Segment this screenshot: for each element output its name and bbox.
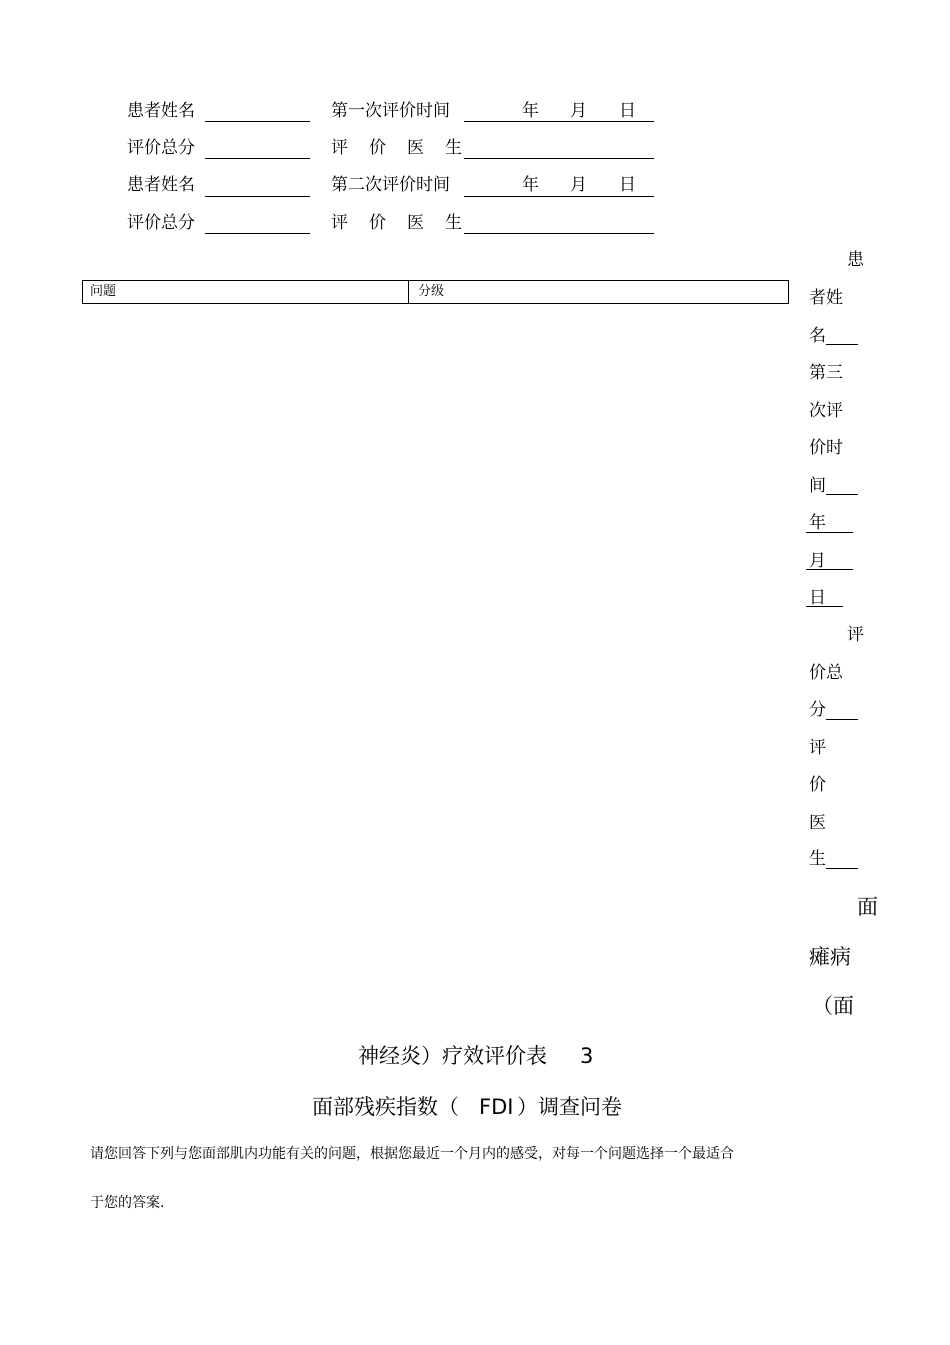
eval2-doctor-label-1: 评 — [331, 213, 348, 233]
question-table-header — [82, 280, 789, 304]
eval2-day: 日 — [619, 175, 636, 195]
eval3-side-15: 价 — [809, 775, 826, 795]
eval1-doctor-label-4: 生 — [445, 138, 462, 158]
eval3-side-12: 价总 — [809, 663, 843, 683]
instruction-line-1: 请您回答下列与您面部肌内功能有关的问题，根据您最近一个月内的感受，对每一个问题选择一个最适合 — [90, 1146, 734, 1162]
eval3-side-8: 年 — [809, 513, 826, 533]
eval3-side-17: 生 — [809, 849, 826, 869]
eval3-side-7: 间 — [809, 476, 826, 496]
eval3-side-13: 分 — [809, 700, 826, 720]
eval3-side-14: 评 — [809, 738, 826, 758]
eval1-doctor-label-3: 医 — [407, 138, 424, 158]
table-cell-question — [83, 281, 409, 303]
eval1-doctor-field[interactable] — [464, 158, 654, 159]
eval3-side-1: 患 — [847, 250, 864, 270]
eval1-day: 日 — [619, 101, 636, 121]
eval3-side-11: 评 — [847, 625, 864, 645]
eval3-year-field[interactable] — [806, 532, 853, 533]
eval1-year: 年 — [522, 101, 539, 121]
eval3-month-field[interactable] — [806, 569, 853, 570]
eval2-time-field[interactable] — [464, 196, 654, 197]
eval1-name-label: 患者姓名 — [127, 101, 195, 121]
eval3-name-field[interactable] — [826, 344, 858, 345]
eval3-side-10: 日 — [809, 588, 826, 608]
eval1-name-field[interactable] — [205, 121, 310, 122]
title-side-2: 瘫病 — [809, 945, 851, 969]
page-title-number: 3 — [580, 1044, 594, 1068]
eval2-doctor-label-4: 生 — [445, 213, 462, 233]
eval2-time-label: 第二次评价时间 — [331, 175, 450, 195]
eval3-side-9: 月 — [809, 551, 826, 571]
eval2-year: 年 — [522, 175, 539, 195]
subtitle-code: FDI — [479, 1095, 514, 1119]
eval2-name-label: 患者姓名 — [127, 175, 195, 195]
eval3-side-16: 医 — [809, 813, 826, 833]
table-header-grade: 分级 — [418, 284, 445, 299]
subtitle-suffix: ）调查问卷 — [517, 1095, 622, 1119]
eval2-score-label: 评价总分 — [127, 213, 195, 233]
eval3-day-field[interactable] — [806, 606, 843, 607]
title-side-3: （面 — [812, 994, 854, 1018]
eval2-month: 月 — [570, 175, 587, 195]
eval2-score-field[interactable] — [205, 233, 310, 234]
eval1-time-label: 第一次评价时间 — [331, 101, 450, 121]
eval1-doctor-label-1: 评 — [331, 138, 348, 158]
eval3-score-field[interactable] — [826, 719, 858, 720]
eval1-doctor-label-2: 价 — [369, 138, 386, 158]
eval3-doctor-field[interactable] — [826, 868, 858, 869]
eval1-score-label: 评价总分 — [127, 138, 195, 158]
instruction-line-2: 于您的答案. — [90, 1195, 165, 1211]
eval3-side-6: 价时 — [809, 438, 843, 458]
page-title: 神经炎）疗效评价表 — [358, 1044, 547, 1068]
eval3-side-3: 名 — [809, 326, 826, 346]
eval2-doctor-label-3: 医 — [407, 213, 424, 233]
eval2-doctor-field[interactable] — [464, 233, 654, 234]
eval2-doctor-label-2: 价 — [369, 213, 386, 233]
eval2-name-field[interactable] — [205, 196, 310, 197]
table-header-question: 问题 — [90, 284, 117, 299]
eval3-side-5: 次评 — [809, 401, 843, 421]
subtitle-prefix: 面部残疾指数（ — [312, 1095, 459, 1119]
eval1-month: 月 — [570, 101, 587, 121]
eval1-score-field[interactable] — [205, 158, 310, 159]
title-side-1: 面 — [857, 895, 878, 919]
eval3-time-field[interactable] — [826, 494, 858, 495]
eval3-side-2: 者姓 — [809, 288, 843, 308]
eval3-side-4: 第三 — [809, 363, 843, 383]
